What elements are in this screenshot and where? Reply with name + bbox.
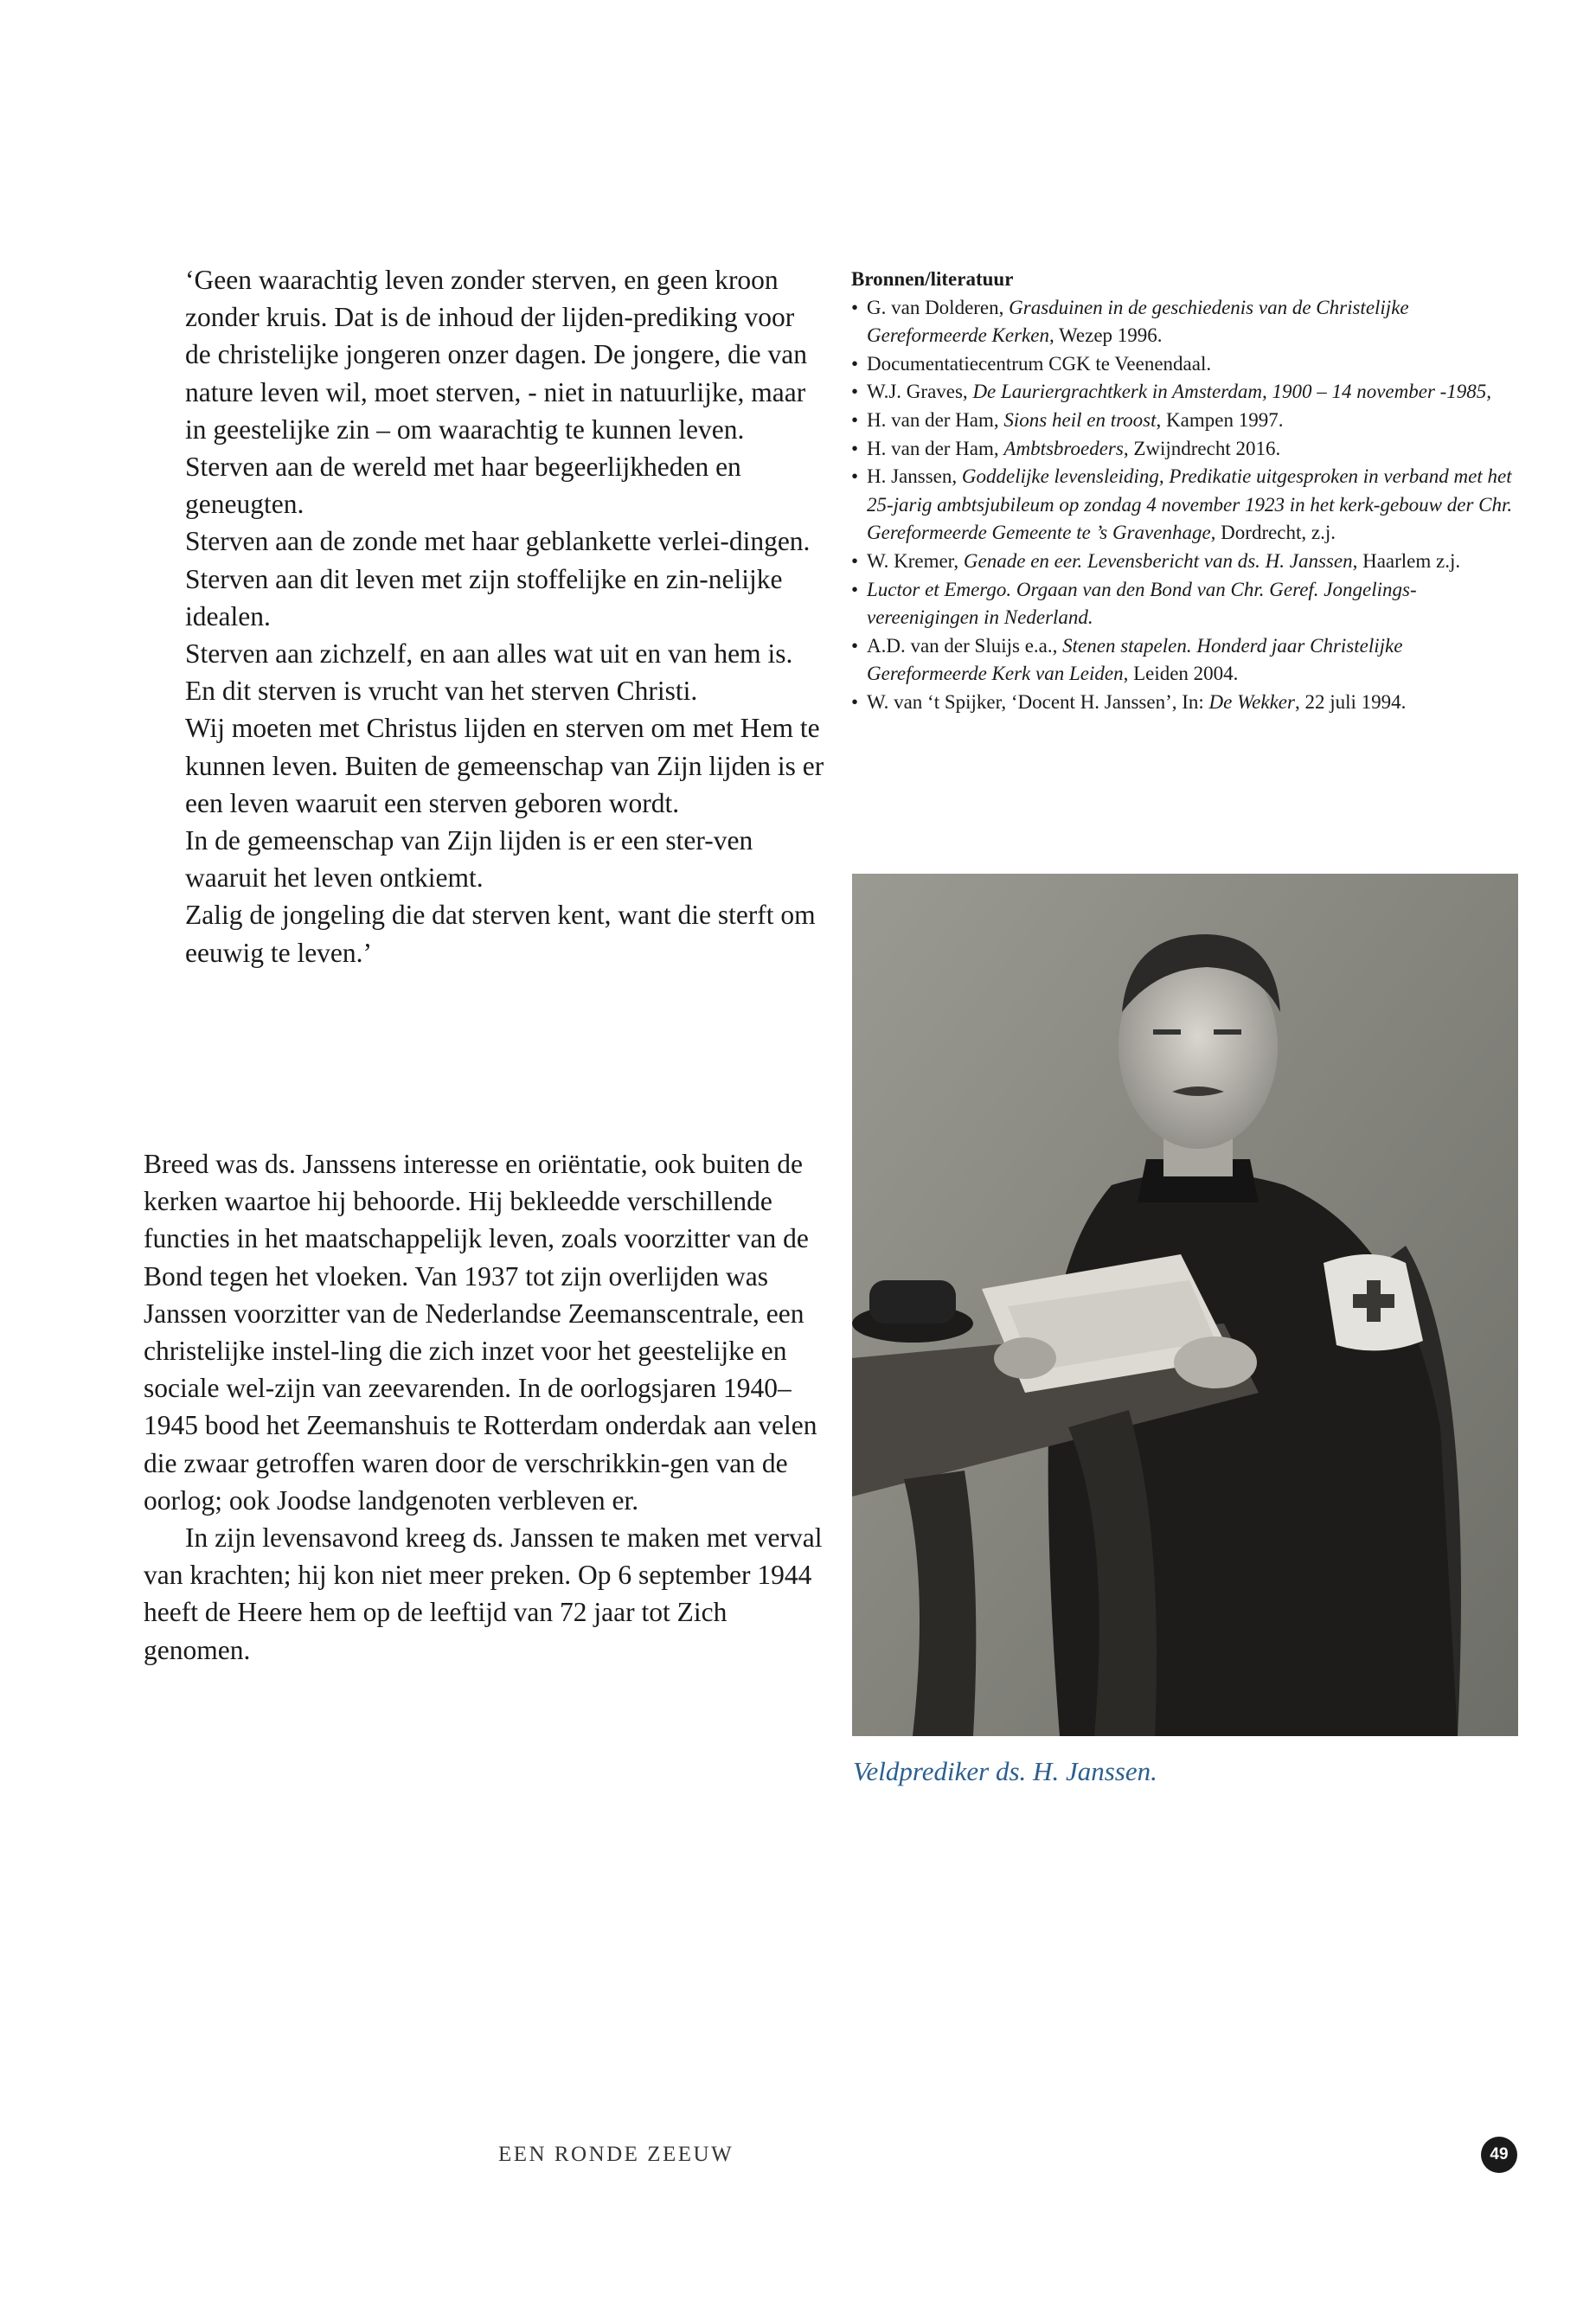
reference-title: Ambtsbroeders: [1003, 437, 1124, 459]
reference-text: , Leiden 2004.: [1123, 663, 1239, 685]
reference-title: Sions heil en troost: [1003, 408, 1157, 431]
reference-text: , Wezep 1996.: [1048, 324, 1163, 347]
reference-text: W. Kremer,: [867, 549, 964, 572]
reference-item: [851, 632, 1526, 689]
reference-item: [851, 407, 1526, 435]
reference-item: [851, 548, 1526, 576]
references-title: Bronnen/literatuur: [851, 268, 1014, 290]
quote-paragraph: In de gemeenschap van Zijn lijden is er een ster-ven waaruit het leven ontkiemt.: [185, 825, 753, 894]
portrait-illustration: [852, 874, 1518, 1736]
reference-text: H. Janssen,: [867, 465, 962, 488]
quote-paragraph: Sterven aan de wereld met haar begeerlijkheden en geneugten.: [185, 452, 741, 520]
quote-paragraph: Sterven aan dit leven met zijn stoffelijke en zin-nelijke idealen.: [185, 563, 783, 631]
reference-item: [851, 350, 1526, 379]
quote-paragraph: Wij moeten met Christus lijden en sterven om met Hem te kunnen leven. Buiten de gemeenschap van Zijn lijden is er een leven waaruit een sterven geboren wordt.: [185, 713, 824, 818]
page-number-badge: 49: [1481, 2137, 1517, 2173]
body-paragraph-2: In zijn levensavond kreeg ds. Janssen te maken met verval van krachten; hij kon niet meer preken. Op 6 september 1944 heeft de Heere hem op de leeftijd van 72 jaar tot Zich genomen.: [144, 1522, 823, 1665]
reference-title: Stenen stapelen. Honderd jaar Christelijke Gereformeerde Kerk van Leiden: [867, 634, 1403, 685]
reference-text: A.D. van der Sluijs e.a.,: [867, 634, 1063, 657]
reference-item: [851, 576, 1526, 632]
body-text: [144, 1145, 823, 1669]
reference-text: W.J. Graves,: [867, 381, 973, 403]
reference-text: , 22 juli 1994.: [1294, 690, 1407, 713]
reference-title: De Lauriergrachtkerk in Amsterdam, 1900 – 14 november -1985,: [972, 381, 1492, 403]
reference-item: [851, 294, 1526, 350]
photo-caption: Veldprediker ds. H. Janssen.: [853, 1756, 1157, 1786]
reference-title: Goddelijke levensleiding, Predikatie uitgesproken in verband met het 25-jarig ambtsjubileum op zondag 4 november 1923 in het kerk-gebouw der Chr. Gereformeerde Gemeente te ’s Gravenhage,: [867, 465, 1513, 544]
reference-item: [851, 435, 1526, 464]
reference-text: G. van Dolderen,: [867, 296, 1010, 318]
quote-paragraph: ‘Geen waarachtig leven zonder sterven, en geen kroon zonder kruis. Dat is de inhoud der lijden-prediking voor de christelijke jongeren onzer dagen. De jongere, die van nature leven wil, moet sterven, - niet in natuurlijke, maar in geestelijke zin – om waarachtig te kunnen leven.: [185, 265, 807, 445]
reference-text: , Zwijndrecht 2016.: [1123, 437, 1281, 459]
quote-block: [185, 261, 825, 971]
quote-paragraph: En dit sterven is vrucht van het sterven Christi.: [185, 676, 698, 707]
references-list: [851, 294, 1526, 717]
reference-text: , Kampen 1997.: [1156, 408, 1284, 431]
reference-title: Luctor et Emergo. Orgaan van den Bond van Chr. Geref. Jongelings-vereenigingen in Nederland.: [867, 578, 1417, 629]
reference-item: [851, 463, 1526, 548]
quote-paragraph: Sterven aan de zonde met haar geblankette verlei-dingen.: [185, 526, 811, 557]
reference-text: W. van ‘t Spijker, ‘Docent H. Janssen’, In:: [867, 690, 1209, 713]
reference-item: [851, 689, 1526, 717]
reference-title: Genade en eer. Levensbericht van ds. H. Janssen: [963, 549, 1353, 572]
portrait-photo: [852, 874, 1518, 1736]
reference-text: , Haarlem z.j.: [1352, 549, 1461, 572]
reference-text: H. van der Ham,: [867, 437, 1004, 459]
reference-title: De Wekker: [1208, 690, 1295, 713]
quote-paragraph: Sterven aan zichzelf, en aan alles wat uit en van hem is.: [185, 638, 793, 670]
reference-text: Dordrecht, z.j.: [1215, 522, 1336, 544]
reference-item: [851, 378, 1526, 407]
reference-text: Documentatiecentrum CGK te Veenendaal.: [867, 352, 1212, 375]
references-section: [851, 266, 1526, 717]
reference-title: Grasduinen in de geschiedenis van de Christelijke Gereformeerde Kerken: [867, 296, 1409, 347]
reference-text: H. van der Ham,: [867, 408, 1004, 431]
quote-paragraph: Zalig de jongeling die dat sterven kent, want die sterft om eeuwig te leven.’: [185, 900, 816, 968]
body-paragraph-1: Breed was ds. Janssens interesse en oriëntatie, ook buiten de kerken waartoe hij behoorde. Hij bekleedde verschillende functies in het maatschappelijk leven, zoals voorzitter van de Bond tegen het vloeken. Van 1937 tot zijn overlijden was Janssen voorzitter van de Nederlandse Zeemanscentrale, een christelijke instel-ling die zich inzet voor het geestelijke en sociale wel-zijn van zeevarenden. In de oorlogsjaren 1940–1945 bood het Zeemanshuis te Rotterdam onderdak aan velen die zwaar getroffen waren door de verschrikkin-gen van de oorlog; ook Joodse landgenoten verbleven er.: [144, 1149, 817, 1516]
running-footer: EEN RONDE ZEEUW: [498, 2143, 734, 2166]
